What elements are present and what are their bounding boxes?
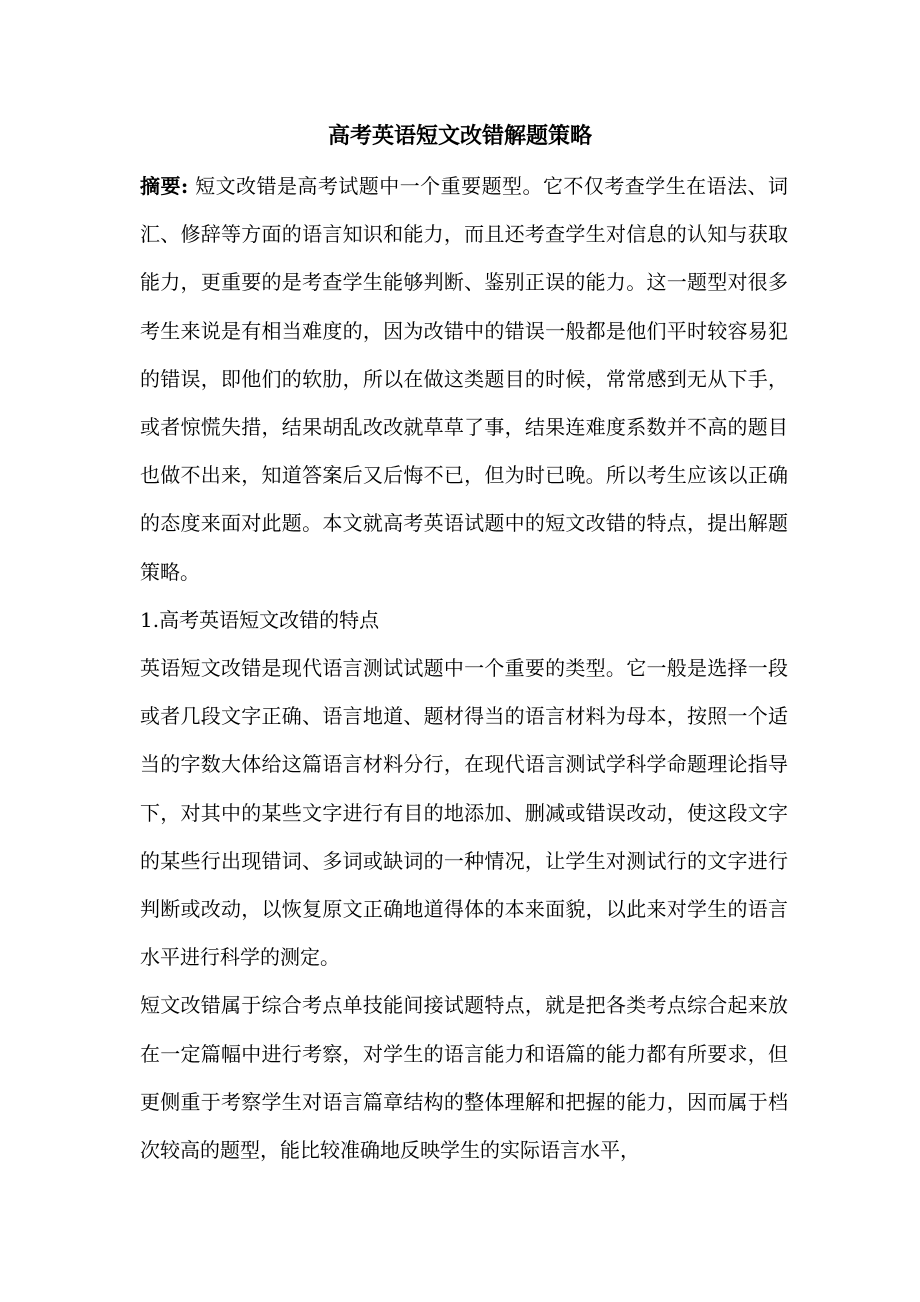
abstract-text: 短文改错是高考试题中一个重要题型。它不仅考查学生在语法、词汇、修辞等方面的语言知识和能力，而且还考查学生对信息的认知与获取能力，更重要的是考查学生能够判断、鉴别正误的能力。这一题型对很多考生来说是有相当难度的，因为改错中的错误一般都是他们平时较容易犯的错误，即他们的软肋，所以在做这类题目的时候，常常感到无从下手，或者惊慌失措，结果胡乱改改就草草了事，结果连难度系数并不高的题目也做不出来，知道答案后又后悔不已，但为时已晚。所以考生应该以正确的态度来面对此题。本文就高考英语试题中的短文改错的特点，提出解题策略。 [140, 174, 789, 584]
body-paragraph: 短文改错属于综合考点单技能间接试题特点，就是把各类考点综合起来放在一定篇幅中进行考察，对学生的语言能力和语篇的能力都有所要求，但更侧重于考察学生对语言篇章结构的整体理解和把握的能力，因而属于档次较高的题型，能比较准确地反映学生的实际语言水平， [140, 993, 788, 1163]
document-body [140, 162, 788, 1174]
abstract-label: 摘要: [140, 174, 189, 198]
body-paragraph: 英语短文改错是现代语言测试试题中一个重要的类型。它一般是选择一段或者几段文字正确、语言地道、题材得当的语言材料为母本，按照一个适当的字数大体给这篇语言材料分行，在现代语言测试学科学命题理论指导下，对其中的某些文字进行有目的地添加、删减或错误改动，使这段文字的某些行出现错词、多词或缺词的一种情况，让学生对测试行的文字进行判断或改动，以恢复原文正确地道得体的本来面貌，以此来对学生的语言水平进行科学的测定。 [140, 656, 788, 970]
abstract-paragraph [140, 162, 788, 596]
section-heading: 1.高考英语短文改错的特点 [140, 607, 380, 632]
document-title: 高考英语短文改错解题策略 [327, 123, 592, 149]
